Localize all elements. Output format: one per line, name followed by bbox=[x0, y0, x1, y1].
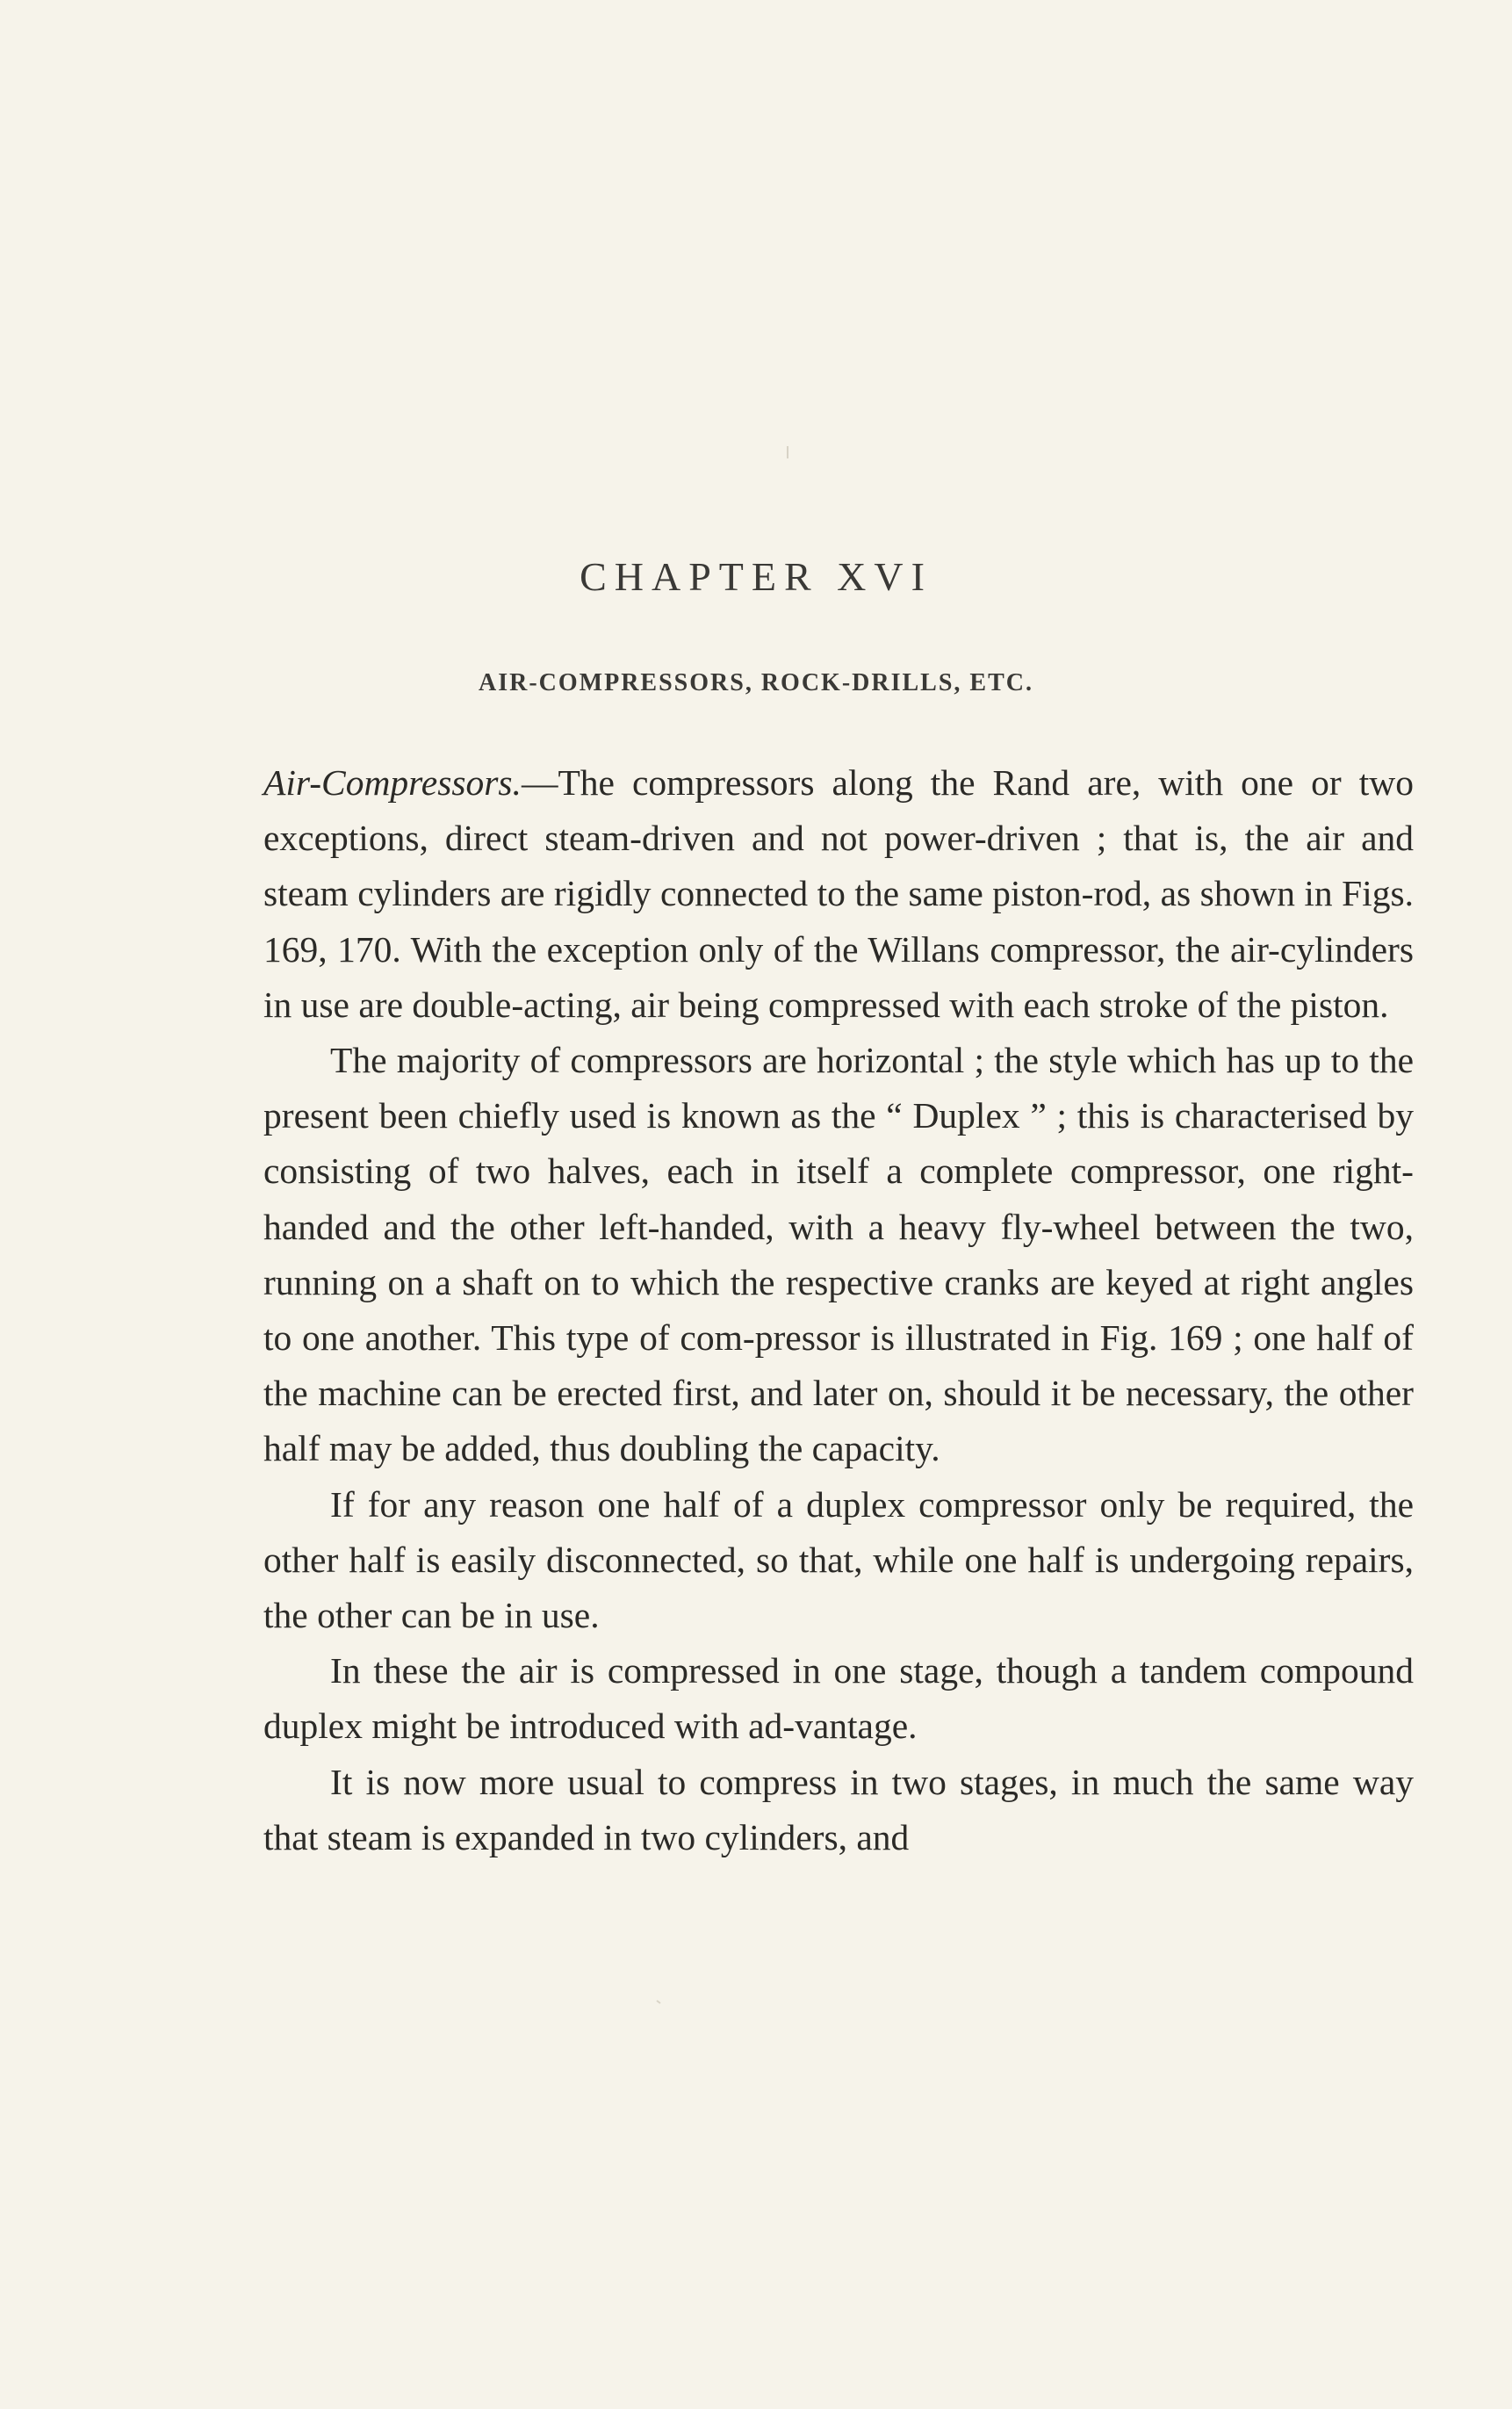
paragraph-2: The majority of compressors are horizontal ; the style which has up to the present been chiefly used is known as the “ Duplex ” ; this is characterised by consisting of two halves, each in itself a complete compressor, one right-handed and the other left-handed, with a heavy fly-wheel between the two, running on a shaft on to which the respective cranks are keyed at right angles to one another. This type of com-pressor is illustrated in Fig. 169 ; one half of the machine can be erected first, and later on, should it be necessary, the other half may be added, thus doubling the capacity. bbox=[263, 1040, 1414, 1469]
chapter-body bbox=[263, 755, 1414, 1865]
paragraph-1-text: —The compressors along the Rand are, with one or two exceptions, direct steam-driven and not power-driven ; that is, the air and steam cylinders are rigidly connected to the same piston-rod, as shown in Figs. 169, 170. With the exception only of the Willans compressor, the air-cylinders in use are double-acting, air being compressed with each stroke of the piston. bbox=[263, 762, 1414, 1025]
chapter-subtitle: AIR-COMPRESSORS, ROCK-DRILLS, ETC. bbox=[479, 669, 1033, 696]
paragraph-1 bbox=[263, 755, 1414, 1033]
paragraph-5: It is now more usual to compress in two stages, in much the same way that steam is expanded in two cylinders, and bbox=[263, 1761, 1414, 1857]
paper-speck bbox=[657, 2001, 660, 2003]
chapter-title: CHAPTER XVI bbox=[580, 554, 932, 599]
paragraph-4: In these the air is compressed in one stage, though a tandem compound duplex might be introduced with ad-vantage. bbox=[263, 1650, 1414, 1747]
run-in-heading: Air-Compressors. bbox=[263, 762, 522, 803]
paragraph-3: If for any reason one half of a duplex compressor only be required, the other half is easily disconnected, so that, while one half is undergoing repairs, the other can be in use. bbox=[263, 1483, 1414, 1636]
